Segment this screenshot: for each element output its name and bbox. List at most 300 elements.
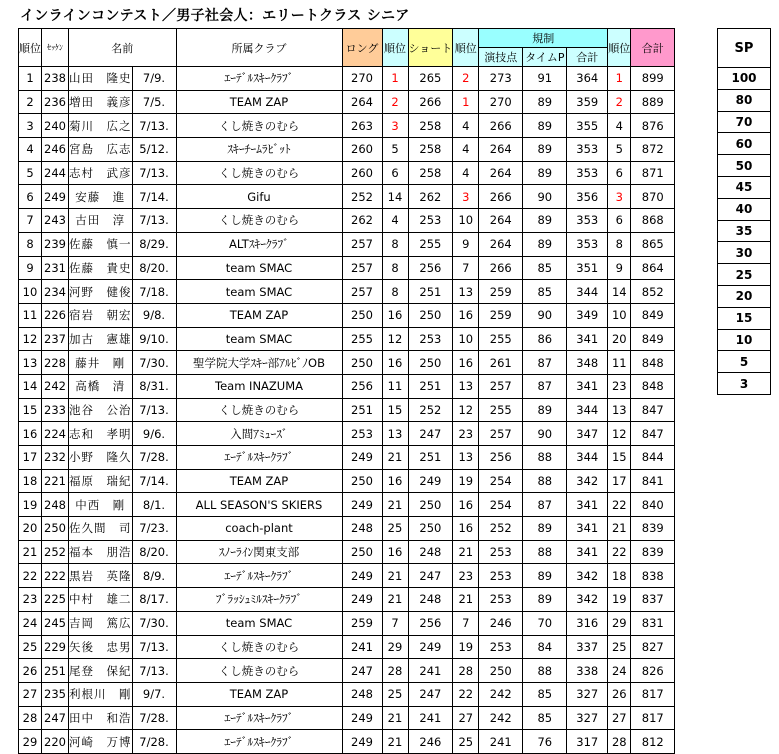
cell-total: 872: [631, 138, 675, 162]
header-rank: 順位: [19, 29, 42, 67]
cell-date: 8/9.: [132, 564, 176, 588]
cell-name: 宿岩 朝宏: [69, 303, 133, 327]
table-row: [19, 185, 675, 209]
cell-club: 入間ｱﾐｭｰｽﾞ: [176, 422, 342, 446]
cell-date: 5/12.: [132, 138, 176, 162]
cell-kisei-score: 242: [479, 706, 523, 730]
cell-long: 250: [342, 351, 382, 375]
cell-kisei-time: 85: [523, 256, 567, 280]
cell-date: 7/14.: [132, 469, 176, 493]
results-body: [19, 67, 675, 754]
header-kisei-rank: 順位: [608, 29, 631, 67]
cell-rank: 18: [19, 469, 42, 493]
cell-rank: 24: [19, 611, 42, 635]
table-row: [19, 90, 675, 114]
table-row: [19, 374, 675, 398]
cell-kisei-score: 257: [479, 422, 523, 446]
cell-bib: 236: [42, 90, 69, 114]
cell-short-rank: 9: [453, 232, 479, 256]
cell-short-rank: 13: [453, 446, 479, 470]
cell-rank: 3: [19, 114, 42, 138]
cell-kisei-score: 254: [479, 469, 523, 493]
table-row: [19, 540, 675, 564]
cell-kisei-time: 87: [523, 493, 567, 517]
cell-name: 佐久間 司: [69, 517, 133, 541]
cell-bib: 221: [42, 469, 69, 493]
cell-total: 876: [631, 114, 675, 138]
cell-date: 8/1.: [132, 493, 176, 517]
cell-club: team SMAC: [176, 611, 342, 635]
cell-name: 安藤 進: [69, 185, 133, 209]
cell-short-rank: 23: [453, 564, 479, 588]
cell-club: TEAM ZAP: [176, 303, 342, 327]
sp-value: 40: [718, 198, 771, 220]
header-kisei-score: 演技点: [479, 48, 523, 67]
table-row: [19, 232, 675, 256]
cell-long-rank: 2: [382, 90, 408, 114]
header-short: ショート: [408, 29, 453, 67]
cell-kisei-total: 353: [567, 232, 608, 256]
cell-name: 黒岩 英隆: [69, 564, 133, 588]
cell-short-rank: 21: [453, 540, 479, 564]
cell-long: 252: [342, 185, 382, 209]
cell-name: 佐藤 貴史: [69, 256, 133, 280]
cell-total: 849: [631, 303, 675, 327]
cell-long: 248: [342, 682, 382, 706]
table-row: [19, 469, 675, 493]
cell-long-rank: 16: [382, 303, 408, 327]
cell-kisei-rank: 25: [608, 635, 631, 659]
cell-kisei-time: 70: [523, 611, 567, 635]
cell-rank: 17: [19, 446, 42, 470]
cell-bib: 244: [42, 161, 69, 185]
cell-short-rank: 19: [453, 635, 479, 659]
cell-short: 247: [408, 564, 453, 588]
cell-short-rank: 10: [453, 209, 479, 233]
cell-bib: 235: [42, 682, 69, 706]
cell-short-rank: 1: [453, 90, 479, 114]
cell-kisei-score: 255: [479, 398, 523, 422]
table-row: [19, 114, 675, 138]
cell-kisei-rank: 29: [608, 611, 631, 635]
cell-short: 249: [408, 469, 453, 493]
cell-long: 249: [342, 564, 382, 588]
cell-name: 福本 朋浩: [69, 540, 133, 564]
cell-kisei-rank: 4: [608, 114, 631, 138]
cell-long: 249: [342, 446, 382, 470]
cell-club: くし焼きのむら: [176, 161, 342, 185]
cell-bib: 229: [42, 635, 69, 659]
cell-kisei-total: 359: [567, 90, 608, 114]
cell-total: 852: [631, 280, 675, 304]
cell-club: くし焼きのむら: [176, 659, 342, 683]
cell-club: TEAM ZAP: [176, 469, 342, 493]
cell-long-rank: 3: [382, 114, 408, 138]
cell-short: 266: [408, 90, 453, 114]
sp-value: 80: [718, 89, 771, 111]
cell-date: 8/31.: [132, 374, 176, 398]
cell-long-rank: 12: [382, 327, 408, 351]
cell-kisei-rank: 10: [608, 303, 631, 327]
table-row: [19, 659, 675, 683]
cell-kisei-score: 254: [479, 493, 523, 517]
cell-kisei-total: 341: [567, 540, 608, 564]
cell-club: TEAM ZAP: [176, 682, 342, 706]
sp-value: 3: [718, 373, 771, 395]
cell-date: 7/30.: [132, 351, 176, 375]
cell-date: 7/13.: [132, 209, 176, 233]
cell-short: 250: [408, 493, 453, 517]
cell-short: 255: [408, 232, 453, 256]
cell-club: coach-plant: [176, 517, 342, 541]
cell-kisei-score: 266: [479, 256, 523, 280]
cell-total: 889: [631, 90, 675, 114]
cell-kisei-time: 89: [523, 138, 567, 162]
cell-name: 佐藤 慎一: [69, 232, 133, 256]
cell-kisei-time: 85: [523, 682, 567, 706]
cell-bib: 248: [42, 493, 69, 517]
cell-kisei-time: 90: [523, 422, 567, 446]
cell-short-rank: 10: [453, 327, 479, 351]
cell-kisei-score: 257: [479, 374, 523, 398]
cell-long-rank: 21: [382, 446, 408, 470]
cell-name: 利根川 剛: [69, 682, 133, 706]
cell-bib: 231: [42, 256, 69, 280]
cell-rank: 5: [19, 161, 42, 185]
cell-kisei-score: 259: [479, 303, 523, 327]
table-row: [19, 493, 675, 517]
cell-total: 844: [631, 446, 675, 470]
cell-club: ｽﾉｰﾗｲﾝ関東支部: [176, 540, 342, 564]
cell-kisei-total: 342: [567, 469, 608, 493]
cell-kisei-score: 264: [479, 209, 523, 233]
cell-name: 尾登 保紀: [69, 659, 133, 683]
cell-kisei-score: 273: [479, 67, 523, 91]
cell-long: 260: [342, 138, 382, 162]
sp-table: [717, 28, 771, 395]
cell-short: 258: [408, 138, 453, 162]
cell-bib: 243: [42, 209, 69, 233]
cell-kisei-total: 349: [567, 303, 608, 327]
cell-kisei-rank: 3: [608, 185, 631, 209]
cell-bib: 252: [42, 540, 69, 564]
cell-kisei-total: 317: [567, 730, 608, 754]
cell-kisei-rank: 15: [608, 446, 631, 470]
cell-long-rank: 11: [382, 374, 408, 398]
cell-date: 7/14.: [132, 185, 176, 209]
sp-value: 20: [718, 285, 771, 307]
sp-value: 10: [718, 329, 771, 351]
cell-date: 7/28.: [132, 730, 176, 754]
cell-kisei-time: 85: [523, 706, 567, 730]
cell-long-rank: 5: [382, 138, 408, 162]
cell-long-rank: 4: [382, 209, 408, 233]
cell-short-rank: 16: [453, 351, 479, 375]
cell-total: 847: [631, 422, 675, 446]
cell-total: 840: [631, 493, 675, 517]
cell-kisei-total: 327: [567, 706, 608, 730]
cell-kisei-total: 337: [567, 635, 608, 659]
cell-long: 250: [342, 540, 382, 564]
cell-long: 257: [342, 232, 382, 256]
table-row: [19, 161, 675, 185]
cell-kisei-time: 89: [523, 114, 567, 138]
cell-kisei-time: 90: [523, 185, 567, 209]
cell-long-rank: 16: [382, 540, 408, 564]
cell-rank: 10: [19, 280, 42, 304]
sp-value: 15: [718, 307, 771, 329]
cell-short-rank: 16: [453, 303, 479, 327]
cell-short-rank: 19: [453, 469, 479, 493]
cell-short-rank: 21: [453, 588, 479, 612]
cell-kisei-total: 364: [567, 67, 608, 91]
cell-short: 241: [408, 706, 453, 730]
cell-long-rank: 21: [382, 730, 408, 754]
cell-bib: 237: [42, 327, 69, 351]
header-club: 所属クラブ: [176, 29, 342, 67]
cell-kisei-score: 264: [479, 232, 523, 256]
cell-name: 志村 武彦: [69, 161, 133, 185]
header-bib: ｾｯｹﾝ: [42, 29, 69, 67]
cell-long-rank: 8: [382, 256, 408, 280]
cell-short: 250: [408, 351, 453, 375]
cell-kisei-time: 89: [523, 398, 567, 422]
cell-date: 7/9.: [132, 67, 176, 91]
cell-rank: 25: [19, 635, 42, 659]
cell-name: 藤井 剛: [69, 351, 133, 375]
cell-club: ALL SEASON'S SKIERS: [176, 493, 342, 517]
cell-rank: 19: [19, 493, 42, 517]
table-row: [19, 422, 675, 446]
cell-short: 256: [408, 256, 453, 280]
cell-name: 矢後 忠男: [69, 635, 133, 659]
cell-long-rank: 25: [382, 682, 408, 706]
cell-rank: 8: [19, 232, 42, 256]
cell-kisei-score: 253: [479, 540, 523, 564]
cell-long-rank: 1: [382, 67, 408, 91]
cell-long: 263: [342, 114, 382, 138]
cell-rank: 11: [19, 303, 42, 327]
sp-header: SP: [718, 29, 771, 68]
cell-long: 257: [342, 256, 382, 280]
cell-kisei-rank: 13: [608, 398, 631, 422]
cell-bib: 222: [42, 564, 69, 588]
cell-long-rank: 21: [382, 493, 408, 517]
table-row: [19, 446, 675, 470]
cell-date: 7/13.: [132, 659, 176, 683]
cell-name: 池谷 公治: [69, 398, 133, 422]
header-short-rank: 順位: [453, 29, 479, 67]
cell-kisei-time: 89: [523, 517, 567, 541]
cell-name: 加古 憲雄: [69, 327, 133, 351]
cell-date: 7/13.: [132, 161, 176, 185]
cell-name: 中西 剛: [69, 493, 133, 517]
cell-kisei-total: 356: [567, 185, 608, 209]
cell-long-rank: 29: [382, 635, 408, 659]
cell-short: 247: [408, 422, 453, 446]
table-row: [19, 706, 675, 730]
cell-short-rank: 2: [453, 67, 479, 91]
cell-short: 251: [408, 374, 453, 398]
cell-kisei-score: 266: [479, 185, 523, 209]
cell-bib: 246: [42, 138, 69, 162]
cell-name: 河野 健俊: [69, 280, 133, 304]
cell-club: くし焼きのむら: [176, 398, 342, 422]
cell-kisei-time: 89: [523, 232, 567, 256]
cell-bib: 224: [42, 422, 69, 446]
cell-name: 吉岡 篤広: [69, 611, 133, 635]
cell-long: 247: [342, 659, 382, 683]
cell-club: ｴｰﾃﾞﾙｽｷｰｸﾗﾌﾞ: [176, 564, 342, 588]
cell-club: Team INAZUMA: [176, 374, 342, 398]
cell-kisei-time: 88: [523, 446, 567, 470]
cell-kisei-rank: 22: [608, 540, 631, 564]
header-kisei: 規制: [479, 29, 608, 48]
cell-kisei-rank: 12: [608, 422, 631, 446]
cell-short: 247: [408, 682, 453, 706]
cell-long-rank: 21: [382, 564, 408, 588]
cell-club: team SMAC: [176, 280, 342, 304]
cell-long: 250: [342, 469, 382, 493]
table-row: [19, 327, 675, 351]
sp-value: 60: [718, 133, 771, 155]
cell-total: 870: [631, 185, 675, 209]
cell-rank: 28: [19, 706, 42, 730]
cell-name: 古田 淳: [69, 209, 133, 233]
cell-kisei-total: 341: [567, 327, 608, 351]
cell-rank: 21: [19, 540, 42, 564]
cell-kisei-total: 347: [567, 422, 608, 446]
cell-date: 7/13.: [132, 398, 176, 422]
cell-total: 865: [631, 232, 675, 256]
cell-short: 248: [408, 540, 453, 564]
cell-long-rank: 28: [382, 659, 408, 683]
table-row: [19, 351, 675, 375]
sp-value: 30: [718, 242, 771, 264]
cell-bib: 251: [42, 659, 69, 683]
cell-rank: 6: [19, 185, 42, 209]
cell-kisei-time: 89: [523, 564, 567, 588]
cell-date: 7/30.: [132, 611, 176, 635]
cell-date: 7/5.: [132, 90, 176, 114]
sp-value: 5: [718, 351, 771, 373]
cell-date: 7/28.: [132, 706, 176, 730]
cell-name: 中村 雄二: [69, 588, 133, 612]
header-kisei-total: 合計: [567, 48, 608, 67]
sp-body: [718, 68, 771, 395]
cell-short-rank: 3: [453, 185, 479, 209]
cell-total: 871: [631, 161, 675, 185]
cell-kisei-score: 266: [479, 114, 523, 138]
cell-rank: 27: [19, 682, 42, 706]
cell-short: 256: [408, 611, 453, 635]
cell-long-rank: 8: [382, 232, 408, 256]
cell-kisei-time: 89: [523, 161, 567, 185]
cell-rank: 12: [19, 327, 42, 351]
cell-kisei-time: 88: [523, 540, 567, 564]
cell-short: 241: [408, 659, 453, 683]
cell-kisei-total: 344: [567, 446, 608, 470]
table-row: [19, 256, 675, 280]
cell-short-rank: 4: [453, 138, 479, 162]
sp-value: 35: [718, 220, 771, 242]
cell-total: 848: [631, 351, 675, 375]
cell-club: ｴｰﾃﾞﾙｽｷｰｸﾗﾌﾞ: [176, 446, 342, 470]
cell-name: 宮島 広志: [69, 138, 133, 162]
cell-long: 249: [342, 730, 382, 754]
cell-short-rank: 7: [453, 611, 479, 635]
cell-kisei-total: 355: [567, 114, 608, 138]
cell-date: 8/20.: [132, 540, 176, 564]
cell-kisei-time: 88: [523, 659, 567, 683]
results-table: [18, 28, 675, 754]
cell-total: 848: [631, 374, 675, 398]
table-row: [19, 611, 675, 635]
cell-kisei-rank: 5: [608, 138, 631, 162]
cell-kisei-total: 316: [567, 611, 608, 635]
cell-club: くし焼きのむら: [176, 114, 342, 138]
table-row: [19, 588, 675, 612]
cell-long-rank: 25: [382, 517, 408, 541]
cell-kisei-total: 344: [567, 398, 608, 422]
cell-kisei-score: 264: [479, 138, 523, 162]
cell-club: TEAM ZAP: [176, 90, 342, 114]
cell-kisei-score: 253: [479, 564, 523, 588]
cell-club: ｴｰﾃﾞﾙｽｷｰｸﾗﾌﾞ: [176, 730, 342, 754]
cell-long-rank: 16: [382, 351, 408, 375]
cell-kisei-score: 253: [479, 588, 523, 612]
cell-rank: 23: [19, 588, 42, 612]
cell-bib: 233: [42, 398, 69, 422]
cell-kisei-total: 353: [567, 138, 608, 162]
cell-kisei-score: 253: [479, 635, 523, 659]
header-long: ロング: [342, 29, 382, 67]
cell-kisei-time: 84: [523, 635, 567, 659]
header-kisei-time: タイムP: [523, 48, 567, 67]
cell-short: 248: [408, 588, 453, 612]
cell-long-rank: 16: [382, 469, 408, 493]
cell-rank: 14: [19, 374, 42, 398]
sp-value: 45: [718, 176, 771, 198]
cell-club: ｽｷｰﾁｰﾑﾗﾋﾞｯﾄ: [176, 138, 342, 162]
cell-kisei-score: 264: [479, 161, 523, 185]
cell-short-rank: 13: [453, 374, 479, 398]
cell-short: 262: [408, 185, 453, 209]
cell-kisei-score: 241: [479, 730, 523, 754]
cell-club: team SMAC: [176, 256, 342, 280]
cell-date: 9/7.: [132, 682, 176, 706]
cell-kisei-score: 255: [479, 327, 523, 351]
cell-short: 253: [408, 327, 453, 351]
cell-total: 812: [631, 730, 675, 754]
cell-kisei-rank: 26: [608, 682, 631, 706]
cell-total: 817: [631, 706, 675, 730]
cell-kisei-time: 89: [523, 588, 567, 612]
cell-bib: 225: [42, 588, 69, 612]
cell-kisei-rank: 27: [608, 706, 631, 730]
cell-kisei-rank: 2: [608, 90, 631, 114]
cell-name: 田中 和浩: [69, 706, 133, 730]
cell-short-rank: 23: [453, 422, 479, 446]
cell-kisei-total: 338: [567, 659, 608, 683]
cell-long: 250: [342, 303, 382, 327]
cell-short-rank: 28: [453, 659, 479, 683]
table-row: [19, 682, 675, 706]
cell-kisei-score: 270: [479, 90, 523, 114]
cell-kisei-rank: 24: [608, 659, 631, 683]
cell-kisei-rank: 21: [608, 517, 631, 541]
table-row: [19, 517, 675, 541]
